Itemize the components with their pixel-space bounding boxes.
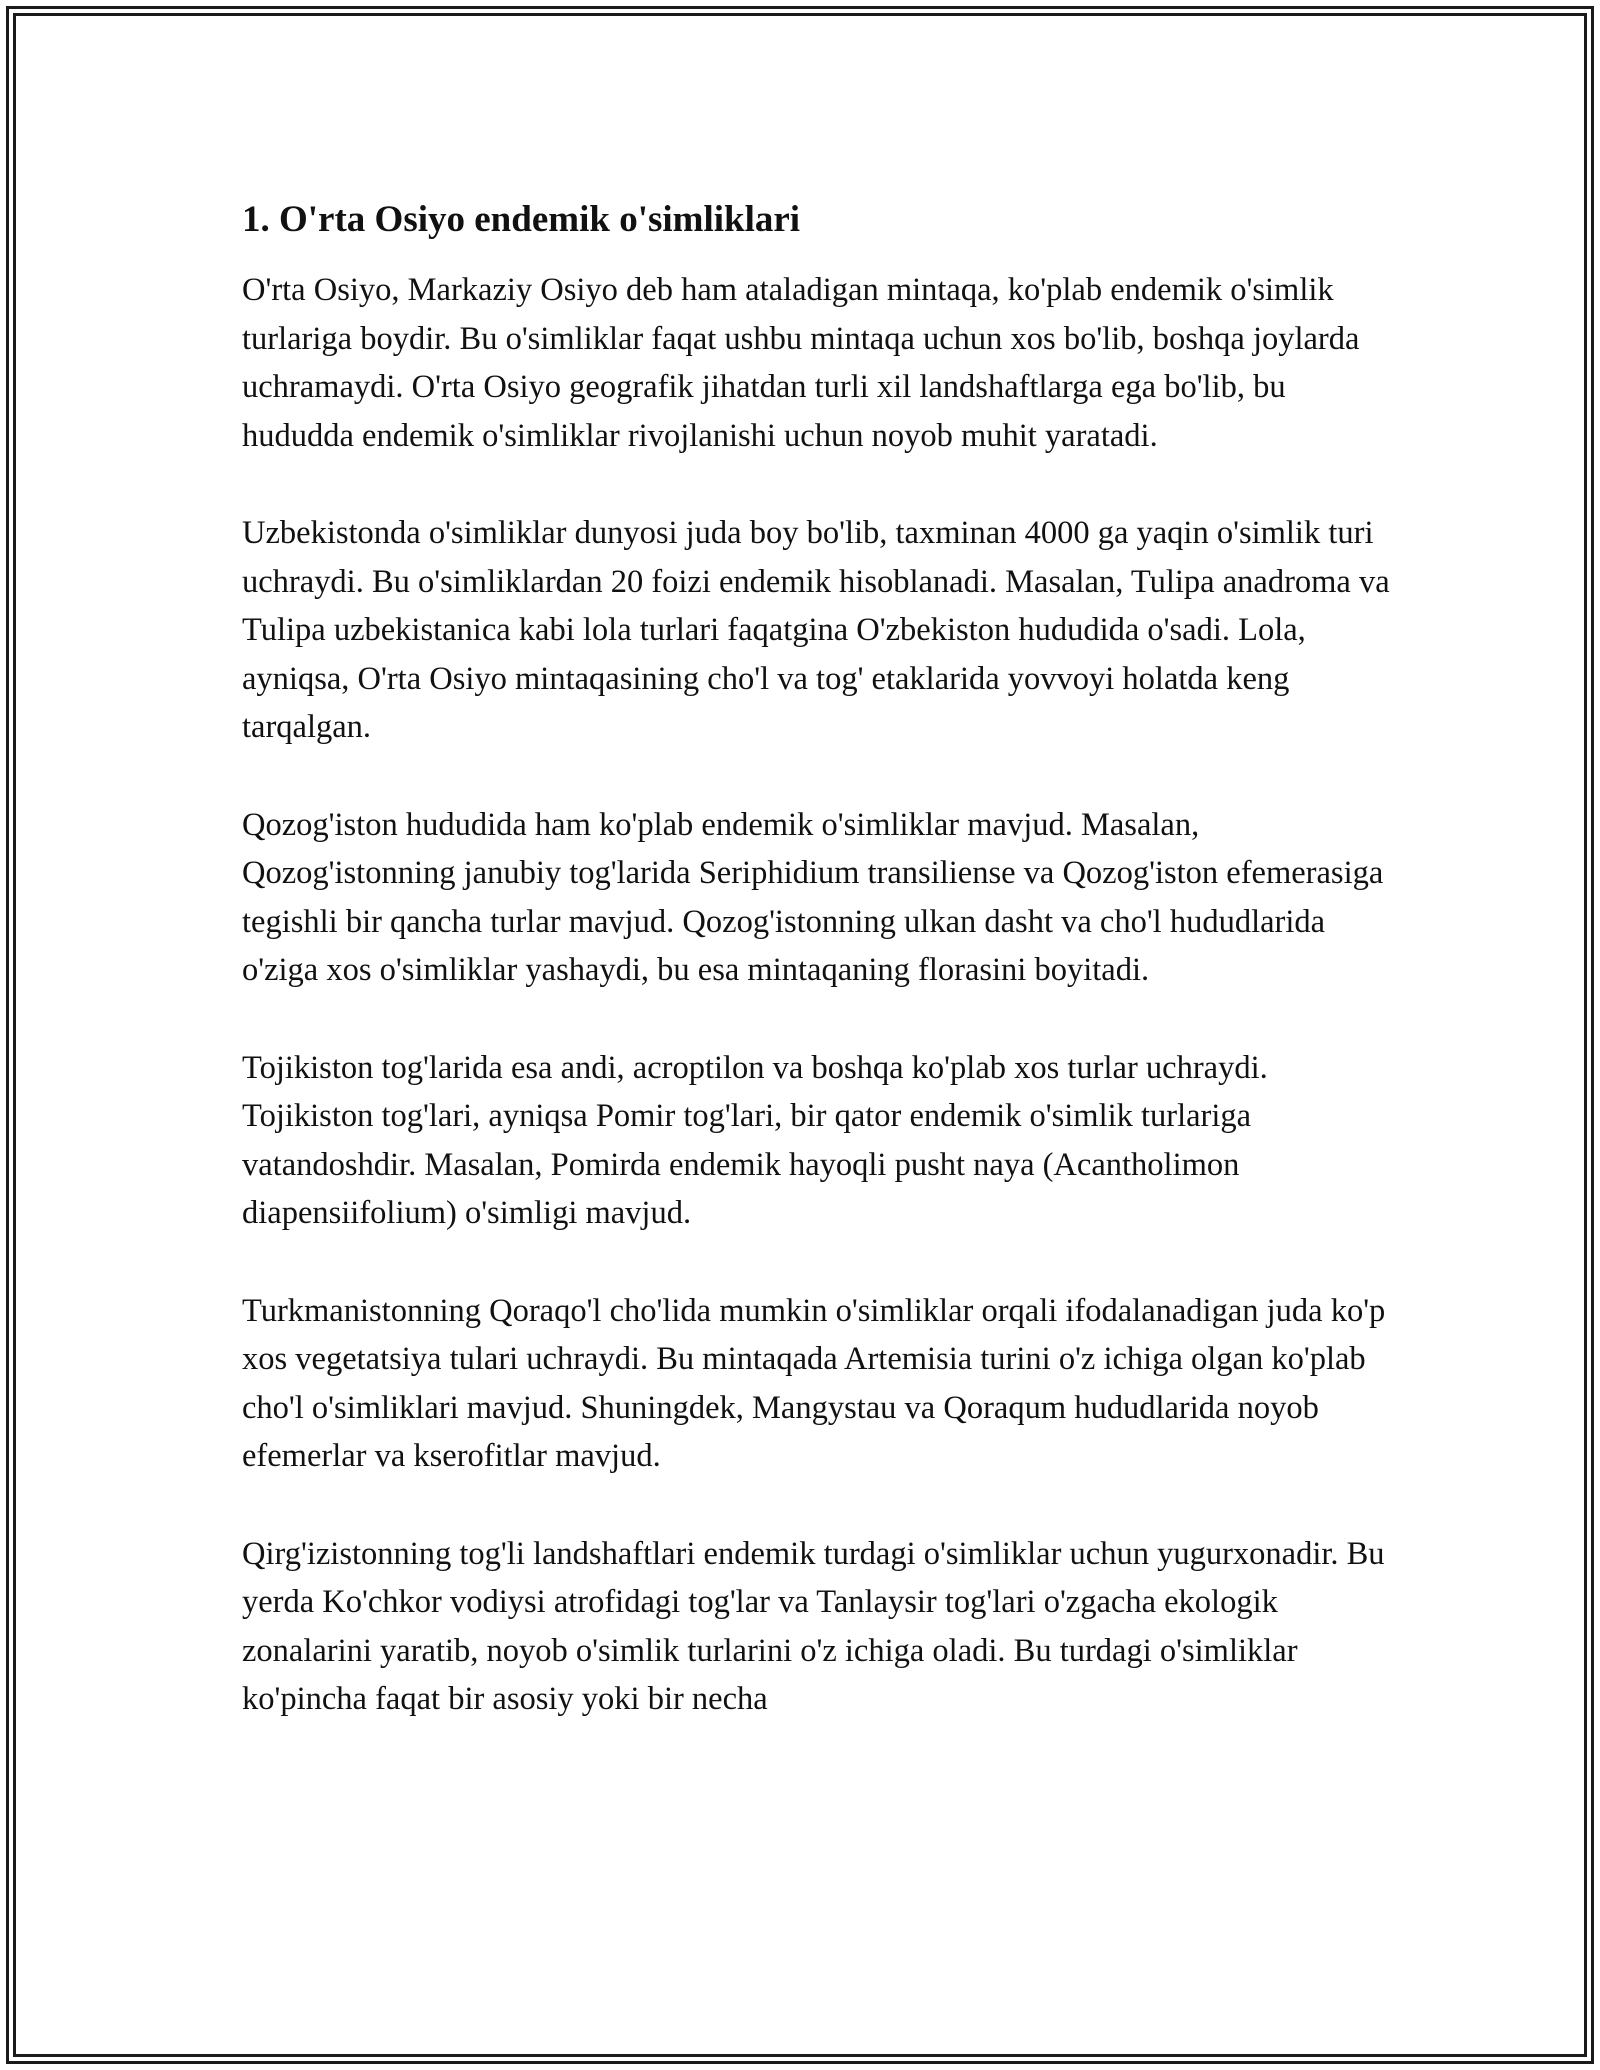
paragraph-uzbekistan: Uzbekistonda o'simliklar dunyosi juda boy bo'lib, taxminan 4000 ga yaqin o'simlik turi uchraydi. Bu o'simliklardan 20 foizi endemik hisoblanadi. Masalan, Tulipa anadroma va Tulipa uzbekistanica kabi lola turlari faqatgina O'zbekiston hududida o'sadi. Lola, ayniqsa, O'rta Osiyo mintaqasining cho'l va tog' etaklarida yovvoyi holatda keng tarqalgan. xyxy=(242,515,1390,745)
paragraph-intro: O'rta Osiyo, Markaziy Osiyo deb ham ataladigan mintaqa, ko'plab endemik o'simlik turlariga boydir. Bu o'simliklar faqat ushbu mintaqa uchun xos bo'lib, boshqa joylarda uchramaydi. O'rta Osiyo geografik jihatdan turli xil landshaftlarga ega bo'lib, bu hududda endemik o'simliklar rivojlanishi uchun noyob muhit yaratadi. xyxy=(242,272,1360,454)
paragraph-kyrgyzstan: Qirg'izistonning tog'li landshaftlari endemik turdagi o'simliklar uchun yugurxonadir. Bu yerda Ko'chkor vodiysi atrofidagi tog'lar va Tanlaysir tog'lari o'zgacha ekologik zonalarini yaratib, noyob o'simlik turlarini o'z ichiga oladi. Bu turdagi o'simliklar ko'pincha faqat bir asosiy yoki bir necha xyxy=(242,1535,1385,1717)
paragraph-tajikistan: Tojikiston tog'larida esa andi, acroptilon va boshqa ko'plab xos turlar uchraydi. Tojikiston tog'lari, ayniqsa Pomir tog'lari, bir qator endemik o'simlik turlariga vatandoshdir. Masalan, Pomirda endemik hayoqli pusht naya (Acantholimon diapensiifolium) o'simligi mavjud. xyxy=(242,1049,1268,1231)
paragraph-kazakhstan: Qozog'iston hududida ham ko'plab endemik o'simliklar mavjud. Masalan, Qozog'istonning janubiy tog'larida Seriphidium transiliense va Qozog'iston efemerasiga tegishli bir qancha turlar mavjud. Qozog'istonning ulkan dasht va cho'l hududlarida o'ziga xos o'simliklar yashaydi, bu esa mintaqaning florasini boyitadi. xyxy=(242,806,1384,988)
page-outer-border xyxy=(6,6,1594,2064)
page-inner-border xyxy=(13,13,1587,2057)
document-body xyxy=(242,196,1392,1773)
section-heading: 1. O'rta Osiyo endemik o'simliklari xyxy=(242,199,801,240)
paragraph-turkmenistan: Turkmanistonning Qoraqo'l cho'lida mumkin o'simliklar orqali ifodalanadigan juda ko'p xos vegetatsiya tulari uchraydi. Bu mintaqada Artemisia turini o'z ichiga olgan ko'plab cho'l o'simliklari mavjud. Shuningdek, Mangystau va Qoraqum hududlarida noyob efemerlar va kserofitlar mavjud. xyxy=(242,1292,1386,1474)
